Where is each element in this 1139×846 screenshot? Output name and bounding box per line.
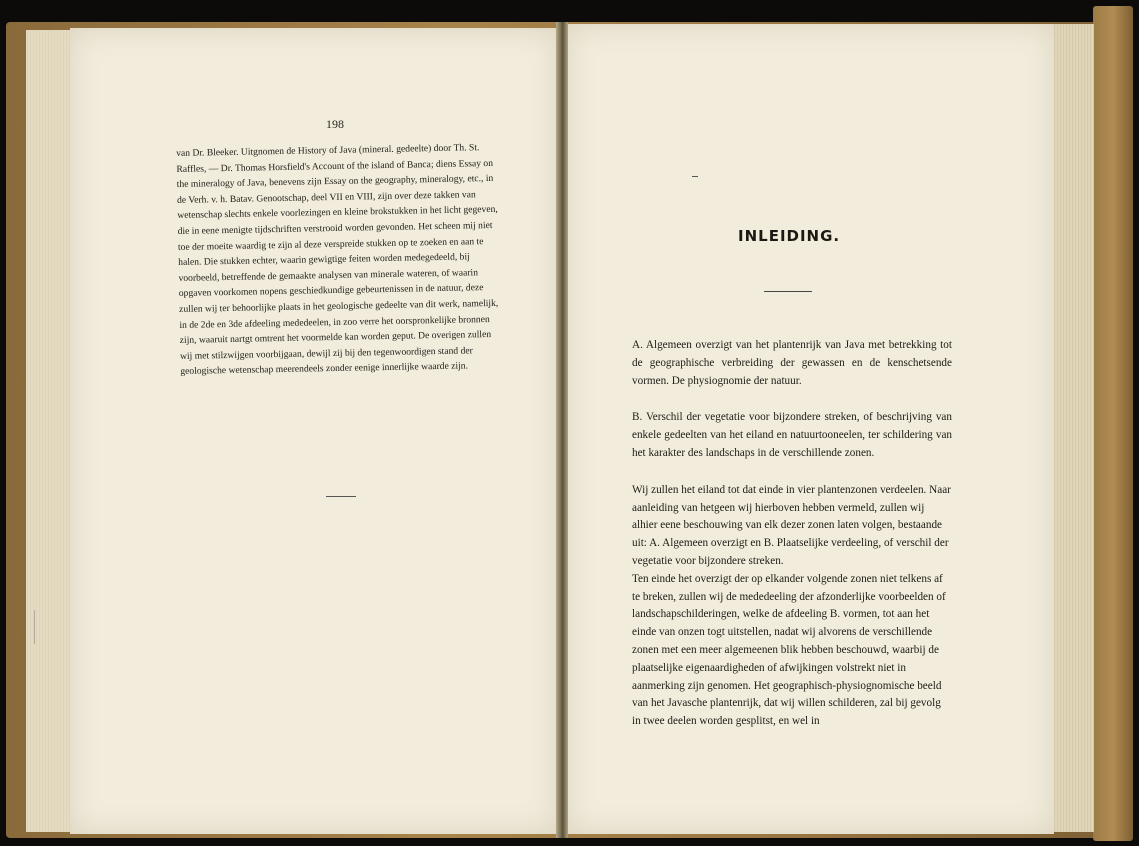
paragraph-b: B. Verschil der vegetatie voor bijzondere streken, of beschrijving van enkele gedeelten van het eiland en natuurtooneelen, ter schildering van het karakter des landschaps in de verschillende zonen. [632,411,952,459]
left-paragraph: van Dr. Bleeker. Uitgnomen de History of Java (mineral. gedeelte) door Th. St. Raffles, — Dr. Thomas Horsfield's Account of the island of Banca; diens Essay on the mineralogy of Java, benevens zijn Essay on the geography, mineralogy, etc., in de Verh. v. h. Batav. Genootschap, deel VII en VIII, zijn over deze takken van wetenschap slechts enkele voorlezingen en kleine brokstukken in het licht gegeven, die in eene menigte tijdschriften verstrooid worden gevonden. Het scheen mij niet toe der moeite waardig te zijn al deze verspreide stukken op te zoeken en aan te halen. Die stukken echter, waarin gewigtige feiten worden medegedeeld, bij voorbeeld, betreffende de gemaakte analysen van minerale wateren, of waarin opgaven voorkomen nopens geschiedkundige gebeurtenissen in de natuur, deze zullen wij ter behoorlijke plaats in het geologische gedeelte van dit werk, namelijk, in de 2de en 3de afdeeling mededeelen, in zoo verre het oorspronkelijke bronnen zijn, waaruit nartgt omtrent het voormelde kan worden geput. De overigen zullen wij met stilzwijgen voorbijgaan, dewijl zij bij den tegenwoordigen stand der geologische wetenschap meerendeels zonder eenige innerlijke waarde zijn. [176,142,499,378]
title-divider [764,291,812,292]
paragraph-a: A. Algemeen overzigt van het plantenrijk van Java met betrekking tot de geographische verbreiding der gewassen en de kenschetsende vormen. De physiognomie der natuur. [632,339,952,387]
margin-mark [34,610,51,644]
right-page-stack [1050,24,1094,832]
chapter-title: INLEIDING. [738,227,841,245]
paragraph-zones: Wij zullen het eiland tot dat einde in vier plantenzonen verdeelen. Naar aanleiding van hetgeen wij hierboven hebben vermeld, zullen wij alhier eene beschouwing van elk dezer zonen laten volgen, bestaande uit: A. Algemeen overzigt en B. Plaatselijke verdeeling, of verschil der vegetatie voor bijzondere streken. [632,483,951,567]
right-page-text [632,337,952,731]
page-number: 198 [326,117,344,131]
left-page-text [176,140,502,380]
book-gutter [556,22,568,838]
section-divider [326,496,356,497]
left-page-stack [26,30,74,832]
small-dash [692,176,698,177]
book-cover-edge [1093,6,1133,841]
paragraph-overview: Ten einde het overzigt der op elkander volgende zonen niet telkens af te breken, zullen wij de mededeeling der afzonderlijke voorbeelden of landschapschilderingen, welke de afdeeling B. vormen, tot aan het einde van onzen togt uitstellen, nadat wij alvorens de verschillende zonen met een meer algemeenen blik hebben beschouwd, waarbij de plaatselijke eigenaardigheden of afwijkingen volstrekt niet in aanmerking zijn genomen. Het geographisch-physiognomische beeld van het Javasche plantenrijk, dat wij willen schilderen, zal bij gevolg in twee deelen worden gesplitst, en wel in [632,572,946,728]
